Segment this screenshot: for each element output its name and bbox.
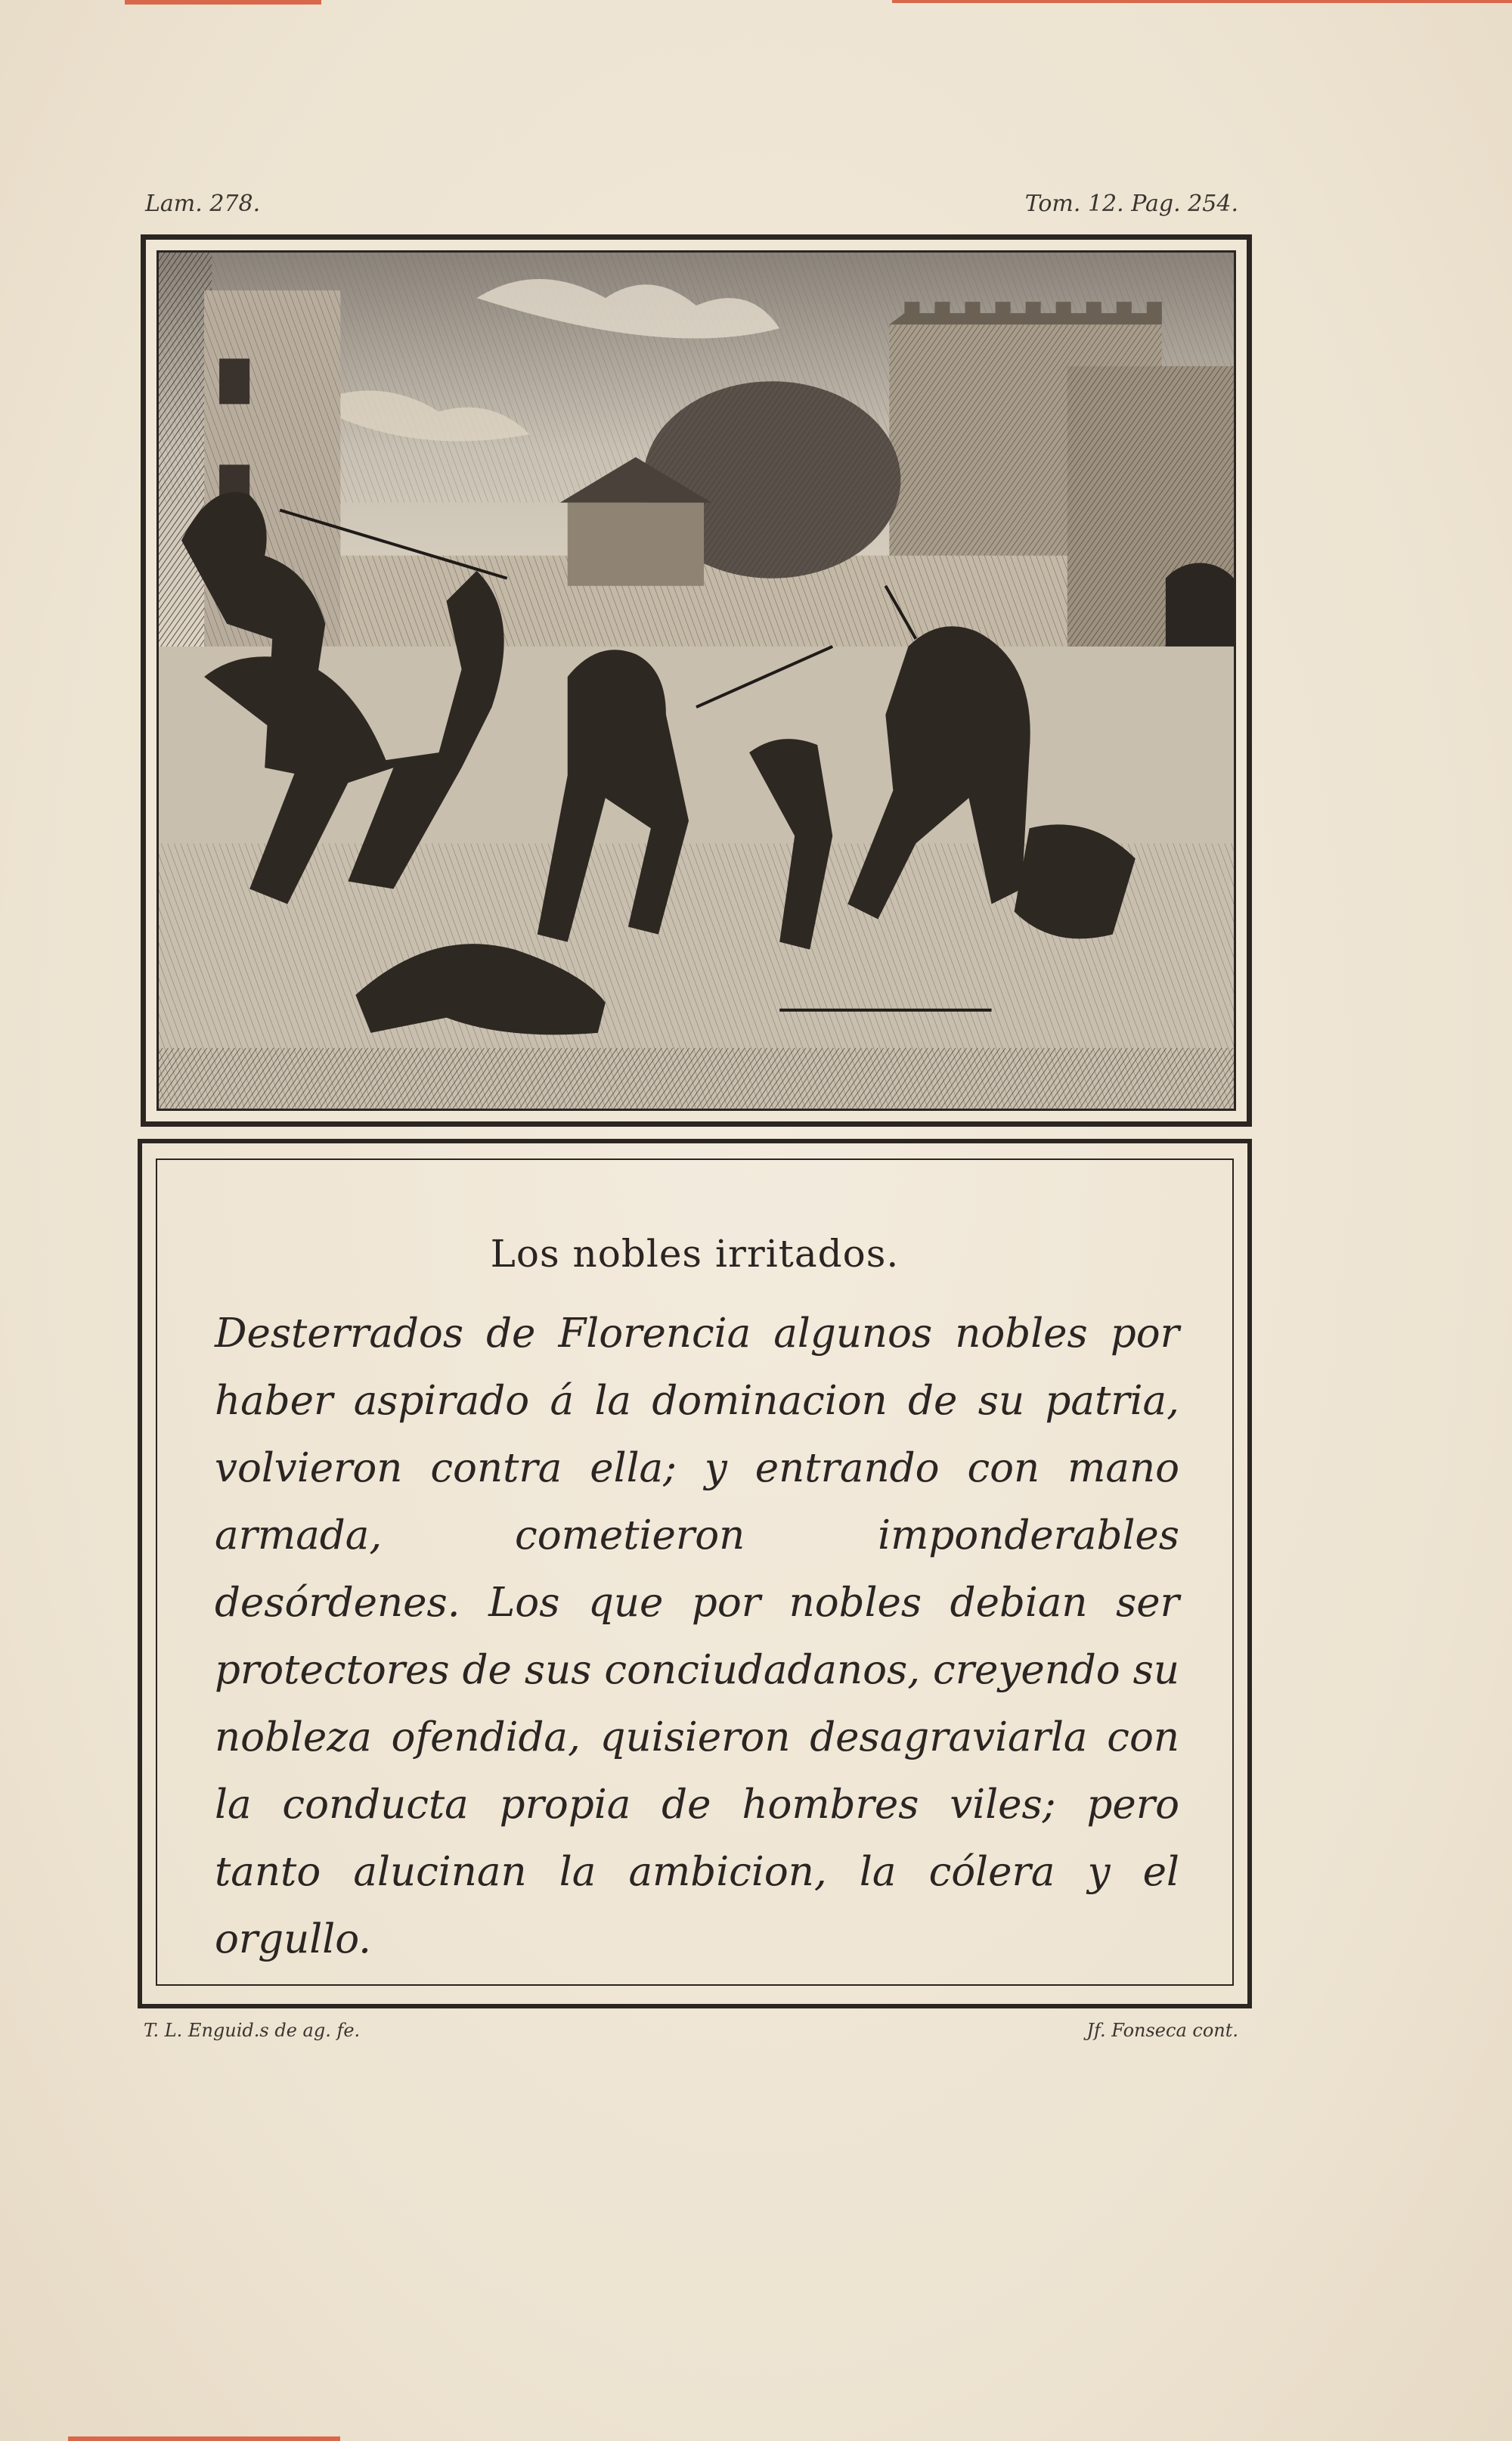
caption-body: Desterrados de Florencia algunos nobles por haber aspirado á la dominacion de su patria, volvieron contra ella; y entrando con mano armada, cometieron imponderables desórdenes. Los que por nobles debian ser protectores de sus conciudadanos, creyendo su nobleza ofendida, quisieron desagraviarla con la conducta propia de hombres viles; pero tanto alucinan la ambicion, la cólera y el orgullo.	[215, 1310, 1179, 1962]
corrector-credit: Jf. Fonseca cont.	[1086, 2020, 1238, 2041]
volume-page-ref: Tom. 12. Pag. 254.	[1024, 191, 1238, 217]
engraver-credit: T. L. Enguid.s de ag. fe.	[144, 2020, 361, 2041]
engraving-plate-frame	[141, 234, 1252, 1127]
engraving-scene	[159, 253, 1234, 1109]
caption-title: Los nobles irritados.	[490, 1232, 900, 1276]
engraving-image	[156, 250, 1236, 1111]
plate-number: Lam. 278.	[145, 191, 261, 217]
top-edge-mark-right	[892, 0, 1512, 3]
caption-inner-frame	[156, 1158, 1234, 1986]
top-edge-mark	[125, 0, 321, 5]
bottom-edge-mark	[68, 2436, 340, 2441]
caption-frame	[138, 1139, 1252, 2008]
